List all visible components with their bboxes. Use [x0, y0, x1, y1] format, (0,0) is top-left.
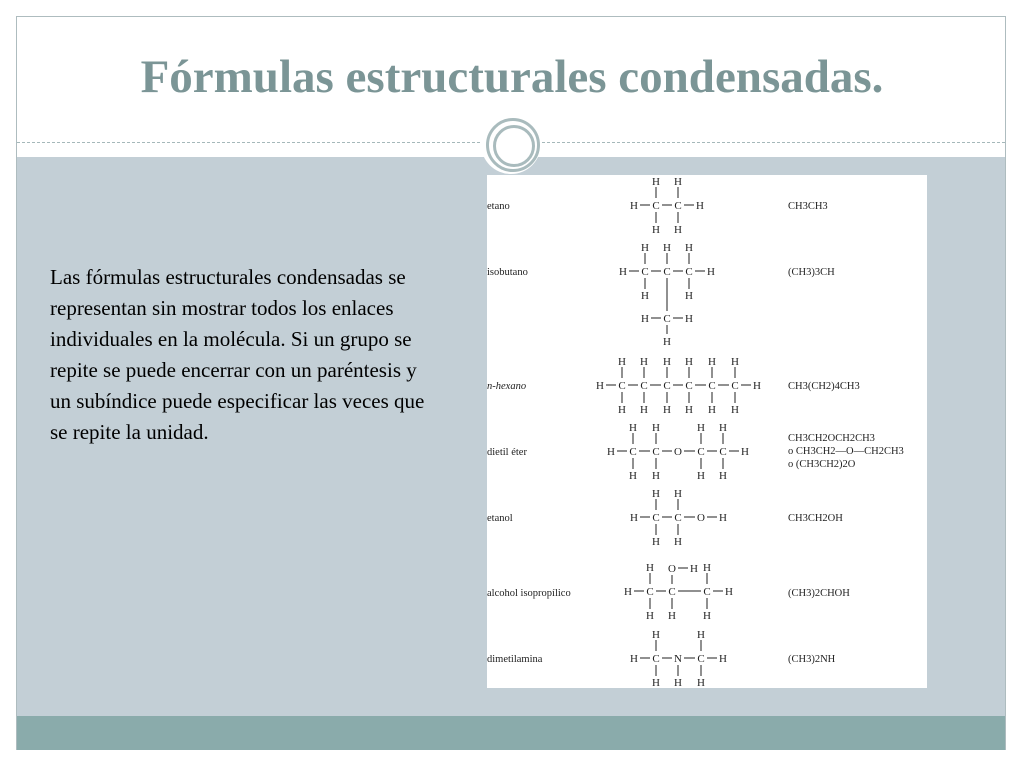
- atom-label: H: [652, 677, 660, 688]
- compound-name: etanol: [487, 513, 513, 524]
- atom-label: H: [641, 313, 649, 325]
- atom-label: H: [629, 470, 637, 482]
- atom-label: H: [674, 677, 682, 688]
- condensed-formula: (CH3)3CH: [788, 267, 835, 278]
- atom-label: H: [674, 176, 682, 188]
- atom-label: H: [731, 356, 739, 368]
- atom-label: C: [652, 200, 660, 212]
- atom-label: H: [703, 562, 711, 574]
- condensed-formula: (CH3)2CHOH: [788, 588, 850, 599]
- atom-label: H: [753, 380, 761, 392]
- atom-label: H: [607, 446, 615, 458]
- atom-label: H: [668, 610, 676, 622]
- atom-label: O: [697, 512, 705, 524]
- atom-label: H: [685, 356, 693, 368]
- compound-name: etano: [487, 201, 510, 212]
- atom-label: C: [652, 446, 660, 458]
- atom-label: C: [674, 200, 682, 212]
- atom-label: C: [674, 512, 682, 524]
- atom-label: H: [690, 563, 698, 575]
- atom-label: H: [697, 677, 705, 688]
- atom-label: H: [697, 422, 705, 434]
- atom-label: C: [640, 380, 648, 392]
- atom-label: H: [685, 313, 693, 325]
- atom-label: C: [697, 446, 705, 458]
- atom-label: H: [646, 610, 654, 622]
- atom-label: C: [646, 586, 654, 598]
- atom-label: H: [630, 653, 638, 665]
- atom-label: H: [630, 512, 638, 524]
- atom-label: C: [618, 380, 626, 392]
- atom-label: C: [663, 266, 671, 278]
- structure-diagrams: [596, 176, 761, 688]
- atom-label: C: [703, 586, 711, 598]
- atom-label: H: [674, 224, 682, 236]
- atom-label: H: [652, 176, 660, 188]
- atom-label: H: [731, 404, 739, 416]
- atom-label: H: [703, 610, 711, 622]
- atom-label: H: [708, 404, 716, 416]
- condensed-formula: CH3CH3: [788, 201, 828, 212]
- compound-name: dietil éter: [487, 447, 527, 458]
- ornament-inner-circle-icon: [493, 125, 535, 167]
- atom-label: H: [697, 470, 705, 482]
- atom-label: H: [630, 200, 638, 212]
- atom-label: H: [652, 536, 660, 548]
- atom-label: H: [707, 266, 715, 278]
- atom-label: H: [663, 336, 671, 348]
- atom-label: H: [741, 446, 749, 458]
- body-paragraph: Las fórmulas estructurales condensadas se representan sin mostrar todos los enlaces individuales en la molécula. Si un grupo se repite se puede encerrar con un paréntesis y un subíndice puede especificar las veces que se repite la unidad.: [50, 265, 425, 444]
- atom-label: H: [719, 512, 727, 524]
- atom-label: H: [619, 266, 627, 278]
- atom-label: H: [663, 242, 671, 254]
- atom-label: H: [674, 536, 682, 548]
- atom-label: H: [685, 404, 693, 416]
- atom-label: C: [652, 653, 660, 665]
- atom-label: H: [663, 356, 671, 368]
- atom-label: H: [674, 488, 682, 500]
- atom-label: H: [719, 653, 727, 665]
- atom-label: H: [652, 470, 660, 482]
- compound-name: n-hexano: [487, 381, 527, 392]
- atom-label: O: [668, 563, 676, 575]
- atom-label: C: [685, 266, 693, 278]
- atom-label: C: [708, 380, 716, 392]
- atom-label: C: [668, 586, 676, 598]
- atom-label: C: [629, 446, 637, 458]
- atom-label: H: [663, 404, 671, 416]
- atom-label: H: [624, 586, 632, 598]
- atom-label: O: [674, 446, 682, 458]
- condensed-formula: o CH3CH2—O—CH2CH3: [788, 446, 904, 457]
- atom-label: H: [618, 404, 626, 416]
- atom-label: H: [719, 422, 727, 434]
- atom-label: H: [725, 586, 733, 598]
- atom-label: C: [731, 380, 739, 392]
- atom-label: H: [629, 422, 637, 434]
- atom-label: H: [696, 200, 704, 212]
- condensed-formula: (CH3)2NH: [788, 654, 836, 665]
- atom-label: H: [652, 629, 660, 641]
- compound-name: alcohol isopropílico: [487, 588, 571, 599]
- condensed-formula: CH3CH2OCH2CH3: [788, 433, 875, 444]
- atom-label: H: [640, 404, 648, 416]
- atom-label: H: [652, 488, 660, 500]
- atom-label: C: [652, 512, 660, 524]
- structural-formulas-svg: [487, 175, 927, 688]
- atom-label: H: [640, 356, 648, 368]
- slide-title: Fórmulas estructurales condensadas.: [140, 51, 884, 103]
- atom-label: C: [697, 653, 705, 665]
- structural-formulas-figure: [487, 175, 927, 688]
- atom-label: H: [652, 224, 660, 236]
- atom-label: H: [685, 290, 693, 302]
- compound-name: dimetilamina: [487, 654, 543, 665]
- atom-label: H: [618, 356, 626, 368]
- footer-band: [17, 716, 1005, 750]
- atom-label: H: [685, 242, 693, 254]
- condensed-formula: o (CH3CH2)2O: [788, 459, 856, 470]
- atom-label: C: [641, 266, 649, 278]
- compound-name: isobutano: [487, 267, 528, 278]
- atom-label: H: [708, 356, 716, 368]
- atom-label: C: [663, 380, 671, 392]
- atom-label: H: [719, 470, 727, 482]
- atom-label: C: [685, 380, 693, 392]
- atom-label: H: [646, 562, 654, 574]
- condensed-formula: CH3(CH2)4CH3: [788, 381, 860, 392]
- condensed-formula: CH3CH2OH: [788, 513, 843, 524]
- atom-label: H: [652, 422, 660, 434]
- atom-label: H: [641, 242, 649, 254]
- atom-label: H: [596, 380, 604, 392]
- atom-label: C: [719, 446, 727, 458]
- atom-label: H: [697, 629, 705, 641]
- atom-label: N: [674, 653, 682, 665]
- atom-label: H: [641, 290, 649, 302]
- atom-label: C: [663, 313, 671, 325]
